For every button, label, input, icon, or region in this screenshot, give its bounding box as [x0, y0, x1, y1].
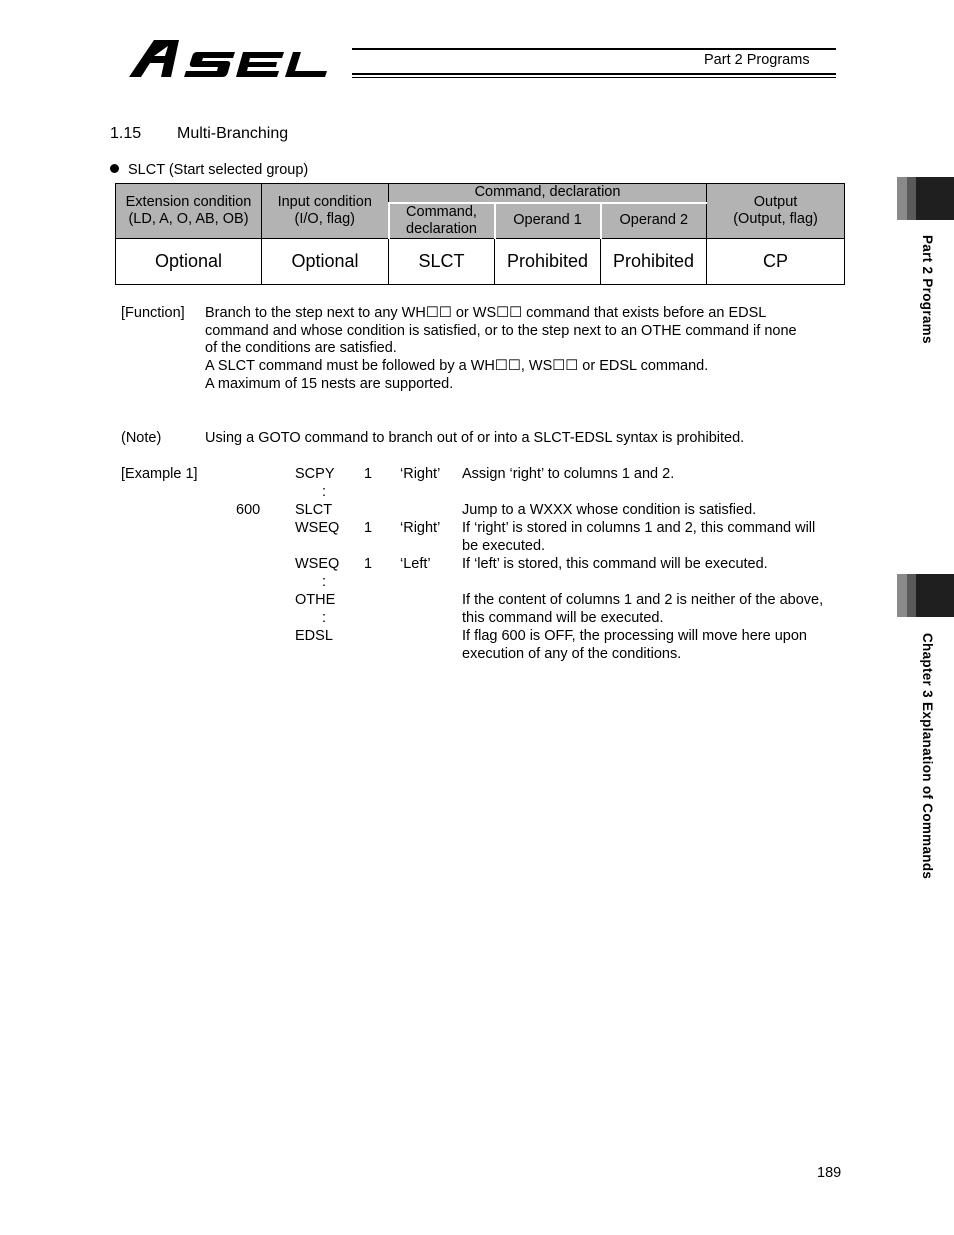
function-label: [Function]: [121, 305, 185, 321]
sidebar-chapter-label: Chapter 3 Explanation of Commands: [920, 633, 935, 880]
example-comment-cell: If ‘left’ is stored, this command will be executed.: [462, 555, 768, 572]
note-text: Using a GOTO command to branch out of or into a SLCT-EDSL syntax is prohibited.: [205, 430, 745, 446]
example-comment-cell: be executed.: [462, 537, 546, 554]
header-input-condition: Input condition (I/O, flag): [262, 184, 389, 239]
asel-logo: [127, 36, 349, 80]
example-comment-cell: Jump to a WXXX whose condition is satisfied.: [462, 501, 757, 518]
bullet-dot-icon: [110, 164, 119, 173]
header-rule-top: [352, 48, 836, 50]
command-table: [115, 183, 845, 285]
page-number: 189: [817, 1165, 842, 1181]
header-output: Output (Output, flag): [707, 184, 845, 239]
example-comment-cell: execution of any of the conditions.: [462, 645, 682, 662]
sidebar-part-label: Part 2 Programs: [920, 235, 935, 344]
bullet-label: SLCT (Start selected group): [128, 162, 309, 178]
bullet-item: [110, 162, 308, 178]
function-text: [205, 305, 797, 394]
header-rule-bottom-1: [352, 73, 836, 75]
example-op2-cell: ‘Right’: [400, 519, 441, 536]
example-cmd-cell: WSEQ: [295, 519, 340, 536]
example-cmd-cell: SLCT: [295, 501, 333, 518]
example-cmd-cell: SCPY: [295, 466, 335, 482]
header-rule-bottom-2: [352, 77, 836, 78]
example-comment-cell: If the content of columns 1 and 2 is neither of the above,: [462, 591, 824, 608]
example-comment-cell: Assign ‘right’ to columns 1 and 2.: [462, 466, 675, 482]
cell-extension-condition: Optional: [116, 239, 262, 285]
function-line: of the conditions are satisfied.: [205, 340, 397, 357]
header-command-declaration: Command, declaration: [389, 203, 495, 239]
function-line: Branch to the step next to any WH☐☐ or WS☐☐ command that exists before an EDSL: [205, 305, 767, 321]
header-operand-1: Operand 1: [495, 203, 601, 239]
cell-input-condition: Optional: [262, 239, 389, 285]
example-op1-cell: 1: [364, 519, 373, 536]
chapter-tab-marker: [897, 574, 954, 617]
function-line: command and whose condition is satisfied, or to the step next to an OTHE command if none: [205, 322, 797, 339]
example-op1-cell: 1: [364, 466, 373, 482]
header-extension-condition: Extension condition (LD, A, O, AB, OB): [116, 184, 262, 239]
header-command-declaration-group: Command, declaration: [389, 184, 707, 203]
example-cmd-cell: WSEQ: [295, 555, 340, 572]
part-tab-marker: [897, 177, 954, 220]
example-cmd-cell: :: [322, 573, 327, 590]
section-title: Multi-Branching: [177, 125, 289, 142]
example-cmd-cell: EDSL: [295, 627, 333, 644]
cell-operand-2: Prohibited: [601, 239, 707, 285]
cell-output: CP: [707, 239, 845, 285]
example-op2-cell: ‘Left’: [400, 555, 431, 572]
example-cmd-cell: OTHE: [295, 591, 336, 608]
example-comment-cell: this command will be executed.: [462, 609, 664, 626]
example-cmd-cell: :: [322, 483, 327, 500]
note-label: (Note): [121, 430, 162, 446]
cell-command: SLCT: [389, 239, 495, 285]
cell-operand-1: Prohibited: [495, 239, 601, 285]
header-part-label: Part 2 Programs: [704, 52, 810, 68]
example-cmd-cell: :: [322, 609, 327, 626]
example-op2-cell: ‘Right’: [400, 466, 441, 482]
example-cond-cell: 600: [236, 501, 261, 518]
example-op1-cell: 1: [364, 555, 373, 572]
example-comment-cell: If flag 600 is OFF, the processing will move here upon: [462, 627, 807, 644]
section-number: 1.15: [110, 125, 142, 142]
function-line: A maximum of 15 nests are supported.: [205, 375, 454, 392]
header-operand-2: Operand 2: [601, 203, 707, 239]
example-comment-cell: If ‘right’ is stored in columns 1 and 2, this command will: [462, 519, 816, 536]
example-label: [Example 1]: [121, 466, 198, 482]
function-line: A SLCT command must be followed by a WH☐☐, WS☐☐ or EDSL command.: [205, 358, 709, 375]
